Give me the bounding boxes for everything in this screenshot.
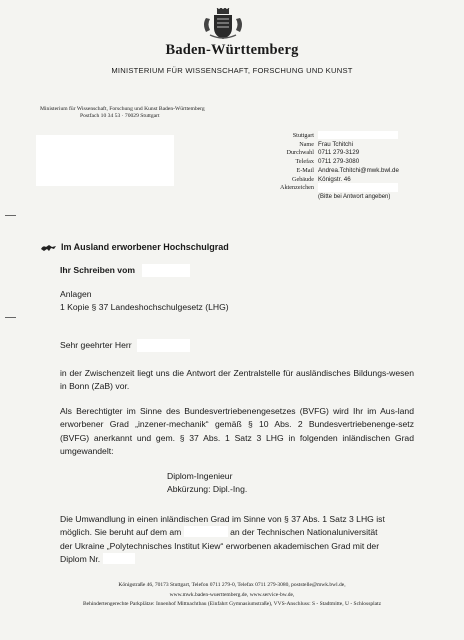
- footer-line: Königstraße 46, 70173 Stuttgart, Telefon 0711 279-0, Telefax 0711 279-3080, poststelle@mwk.bwl.de,: [118, 582, 346, 588]
- footer: [0, 581, 464, 610]
- degree-block: [167, 470, 247, 497]
- info-label: Stuttgart: [292, 132, 314, 139]
- info-row: [244, 149, 428, 158]
- redacted-diploma-number: [103, 553, 135, 564]
- info-value: Königstr. 46: [318, 175, 351, 183]
- sender-address: [40, 106, 205, 120]
- info-value: Andrea.Tchitchi@mwk.bwl.de: [318, 166, 399, 174]
- info-label: Durchwahl: [286, 149, 314, 157]
- attachment-item: 1 Kopie § 37 Landeshochschulgesetz (LHG): [60, 302, 229, 313]
- paragraph-2: Als Berechtigter im Sinne des Bundesvertriebenengesetzes (BVFG) wird Ihr im Aus-land erworbener Grad „inzener-mechanik“ gemäß § 10 Abs. 2 Bundesvertriebenenge-setz (BVFG) anerkannt und gem. § 37 Abs. 1 Satz 3 LHG in folgenden inländischen Grad umgewandelt:: [60, 406, 414, 457]
- redacted-recipient-address: [36, 135, 174, 186]
- degree-name: Diplom-Ingenieur: [167, 471, 233, 481]
- attachments-title: Anlagen: [60, 289, 92, 299]
- reply-note: (Bitte bei Antwort angeben): [318, 193, 391, 200]
- info-label: Telefax: [295, 158, 314, 166]
- redacted-date-inline: [184, 526, 228, 537]
- info-label: Gebäude: [292, 175, 314, 183]
- subject-text: Im Ausland erworbener Hochschulgrad: [61, 242, 229, 252]
- info-row: [244, 141, 428, 150]
- ministry-name: MINISTERIUM FÜR WISSENSCHAFT, FORSCHUNG UND KUNST: [111, 66, 353, 75]
- paragraph-1: in der Zwischenzeit liegt uns die Antwort der Zentralstelle für ausländisches Bildungs-wesen in Bonn (ZaB) vor.: [60, 368, 414, 392]
- fold-mark: [5, 317, 16, 318]
- coat-of-arms-icon: [200, 8, 246, 42]
- redacted-recipient-name: [137, 339, 190, 352]
- info-value: 0711 279-3129: [318, 149, 360, 157]
- reference-line: Ihr Schreiben vom: [60, 265, 135, 275]
- redacted-file-number: [318, 183, 398, 192]
- info-row: [244, 158, 428, 167]
- redacted-letter-date: [142, 264, 190, 277]
- subject-line: [40, 242, 229, 252]
- info-value: 0711 279-3080: [318, 158, 360, 166]
- footer-line: www.mwk.baden-wuerttemberg.de, www.service-bw.de,: [169, 591, 295, 598]
- paragraph-3: Die Umwandlung in einen inländischen Grad im Sinne von § 37 Abs. 1 Satz 3 LHG ist möglich. Sie beruht auf dem am an der Technischen Nationaluniversität der Ukraine „Polytechnisches Institut Kiew“ erworbenen akademischen Grad mit der Diplom Nr.: [60, 514, 385, 565]
- info-label: Name: [299, 140, 314, 148]
- lion-emblem-icon: [40, 243, 58, 252]
- salutation: Sehr geehrter Herr: [60, 340, 132, 350]
- footer-line: Behindertengerechte Parkplätze: Innenhof Mittnachtbau (Einfahrt Gymnasiumstraße), VVS-Anschluss: S - Stadtmitte, U - Schlossplatz: [82, 601, 382, 608]
- sender-line: Ministerium für Wissenschaft, Forschung und Kunst Baden-Württemberg: [40, 106, 205, 112]
- state-name: Baden-Württemberg: [165, 42, 299, 58]
- info-row: [244, 167, 428, 176]
- info-label: Aktenzeichen: [279, 184, 314, 192]
- degree-abbreviation: Abkürzung: Dipl.-Ing.: [167, 484, 248, 495]
- info-value: Frau Tchitchi: [318, 140, 353, 148]
- attachments: [60, 288, 229, 315]
- redacted-date: [318, 131, 398, 139]
- sender-line: Postfach 10 34 53 · 70029 Stuttgart: [80, 113, 160, 119]
- info-label: E-Mail: [296, 166, 314, 174]
- fold-mark: [5, 215, 16, 216]
